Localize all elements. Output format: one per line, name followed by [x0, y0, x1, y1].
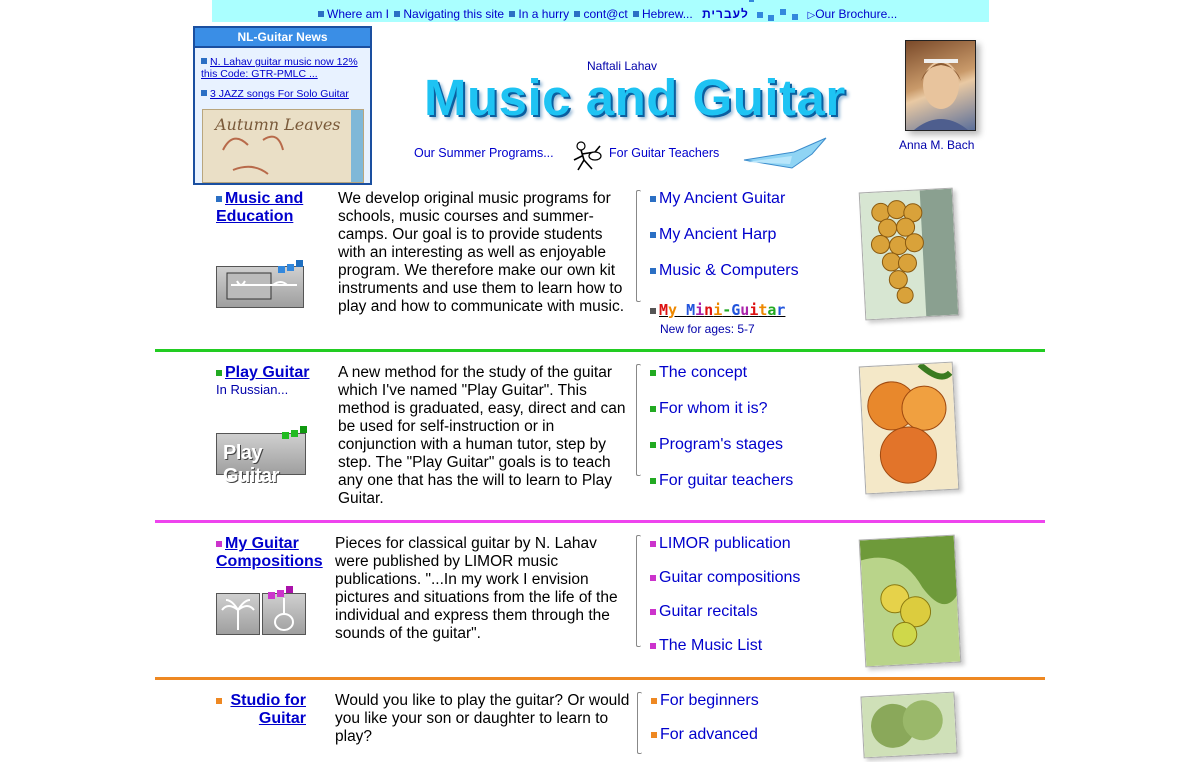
bullet-icon: [651, 732, 657, 738]
section-studio-body: Would you like to play the guitar? Or would you like your son or daughter to learn to play?: [335, 692, 630, 745]
figs-image[interactable]: [859, 535, 962, 668]
section-play-guitar-body: A new method for the study of the guitar which I've named "Play Guitar". This method is graduated, easy, direct and can be used for self-instruction or in conjunction with a human tutor, step by step. The "Play Guitar" goals is to teach any one that has the will to learn to Play Guitar.: [338, 364, 626, 507]
section-divider-magenta: [155, 520, 1045, 523]
brochure-arrow-icon: ▷: [807, 10, 816, 21]
section-studio-links: [651, 692, 851, 760]
in-russian-link[interactable]: In Russian...: [216, 382, 289, 397]
section-music-education-links: [650, 190, 850, 298]
pomegranate-image[interactable]: [859, 362, 960, 495]
nav-navigating[interactable]: Navigating this site: [403, 7, 505, 21]
site-logo: Music and Guitar: [424, 69, 846, 126]
bullet-icon: [650, 268, 656, 274]
link-for-whom[interactable]: For whom it is?: [650, 400, 850, 436]
nav-where-am-i[interactable]: Where am I: [327, 7, 390, 21]
news-title: NL-Guitar News: [195, 28, 370, 48]
bullet-icon: [216, 196, 222, 202]
link-for-guitar-teachers[interactable]: For guitar teachers: [650, 472, 850, 508]
grapes-image[interactable]: [859, 188, 960, 321]
section-divider-green: [155, 349, 1045, 352]
bullet-icon: [216, 698, 222, 704]
airplane-icon[interactable]: [742, 134, 828, 174]
bracket-divider: [636, 535, 641, 647]
autumn-leaves-thumbnail[interactable]: [202, 109, 364, 183]
portrait-image[interactable]: [905, 40, 976, 131]
bracket-divider: [636, 190, 641, 302]
section-music-education-title[interactable]: Music and Education: [216, 190, 304, 225]
bullet-icon: [633, 11, 639, 17]
nav-links: [316, 7, 897, 23]
portrait-caption: Anna M. Bach: [899, 138, 975, 152]
mini-guitar-label[interactable]: My Mini-Guitar: [659, 301, 786, 319]
link-ancient-guitar[interactable]: My Ancient Guitar: [650, 190, 850, 226]
link-limor-publication[interactable]: LIMOR publication: [650, 535, 850, 569]
bullet-icon: [650, 196, 656, 202]
bullet-icon: [650, 575, 656, 581]
link-music-computers[interactable]: Music & Computers: [650, 262, 850, 298]
link-the-concept[interactable]: The concept: [650, 364, 850, 400]
section-play-guitar-links: [650, 364, 850, 508]
section-compositions-body: Pieces for classical guitar by N. Lahav were published by LIMOR music publications. "...In my work I envision pictures and situations from the life of the individual and express them through the sounds of the guitar".: [335, 535, 618, 642]
nav-hebrew-text[interactable]: לעברית: [702, 7, 749, 21]
link-for-advanced[interactable]: For advanced: [651, 726, 851, 760]
link-mini-guitar[interactable]: [650, 301, 785, 320]
bullet-icon: [650, 308, 656, 314]
summer-programs-link[interactable]: Our Summer Programs...: [414, 146, 554, 160]
guitar-teachers-link[interactable]: For Guitar Teachers: [609, 146, 720, 160]
nav-brochure[interactable]: Our Brochure...: [815, 7, 898, 21]
decorative-square-icon: [757, 12, 763, 18]
link-ancient-harp[interactable]: My Ancient Harp: [650, 226, 850, 262]
section-studio-title[interactable]: Studio for Guitar: [216, 692, 306, 728]
link-music-list[interactable]: The Music List: [650, 637, 850, 671]
section-divider-orange: [155, 677, 1045, 680]
decorative-square-icon: [768, 15, 774, 21]
decorative-square-icon: [749, 0, 754, 2]
musician-figure-icon[interactable]: [570, 140, 604, 172]
bullet-icon: [650, 643, 656, 649]
nav-contact[interactable]: cont@ct: [583, 7, 628, 21]
bullet-icon: [574, 11, 580, 17]
author-name: Naftali Lahav: [587, 59, 658, 73]
play-guitar-button-text: Play Guitar: [223, 442, 279, 487]
section-music-education-body: We develop original music programs for schools, music courses and summer-camps. Our goal is to provide students with an interesting as well as enjoyable program. We therefore make our own kit instruments and use them to learn how to play and how to communicate with music.: [338, 190, 625, 315]
thumb-handwritten-text: Autumn Leaves: [215, 115, 341, 134]
news-item[interactable]: 3 JAZZ songs For Solo Guitar: [201, 88, 367, 100]
bullet-icon: [201, 58, 207, 64]
section-compositions-links: [650, 535, 850, 671]
bullet-icon: [650, 609, 656, 615]
link-program-stages[interactable]: Program's stages: [650, 436, 850, 472]
section-compositions-title[interactable]: My Guitar Compositions: [216, 535, 323, 570]
link-guitar-recitals[interactable]: Guitar recitals: [650, 603, 850, 637]
bullet-icon: [650, 478, 656, 484]
bullet-icon: [650, 541, 656, 547]
bullet-icon: [651, 698, 657, 704]
mini-guitar-note: New for ages: 5-7: [660, 322, 755, 336]
decorative-square-icon: [792, 14, 798, 20]
bullet-icon: [216, 541, 222, 547]
section-play-guitar-title[interactable]: Play Guitar: [216, 364, 334, 382]
bullet-icon: [650, 232, 656, 238]
bullet-icon: [509, 11, 515, 17]
nav-in-a-hurry[interactable]: In a hurry: [518, 7, 570, 21]
bracket-divider: [636, 364, 641, 476]
tree-image[interactable]: [860, 692, 957, 759]
bracket-divider: [637, 692, 642, 754]
news-item[interactable]: N. Lahav guitar music now 12% this Code: GTR-PMLC ...: [201, 56, 358, 80]
bullet-icon: [318, 11, 324, 17]
nav-hebrew[interactable]: Hebrew...: [642, 7, 693, 21]
top-navigation-bar: [212, 0, 989, 22]
bullet-icon: [394, 11, 400, 17]
play-guitar-button[interactable]: [216, 433, 306, 487]
bullet-icon: [216, 370, 222, 376]
decorative-square-icon: [780, 9, 786, 15]
bullet-icon: [201, 90, 207, 96]
bullet-icon: [650, 406, 656, 412]
news-box: [193, 26, 372, 185]
palm-tree-button[interactable]: [216, 593, 260, 635]
guitar-button[interactable]: [262, 593, 306, 635]
link-guitar-compositions[interactable]: Guitar compositions: [650, 569, 850, 603]
bullet-icon: [650, 370, 656, 376]
bullet-icon: [650, 442, 656, 448]
link-for-beginners[interactable]: For beginners: [651, 692, 851, 726]
kit-instrument-button[interactable]: [216, 266, 304, 308]
